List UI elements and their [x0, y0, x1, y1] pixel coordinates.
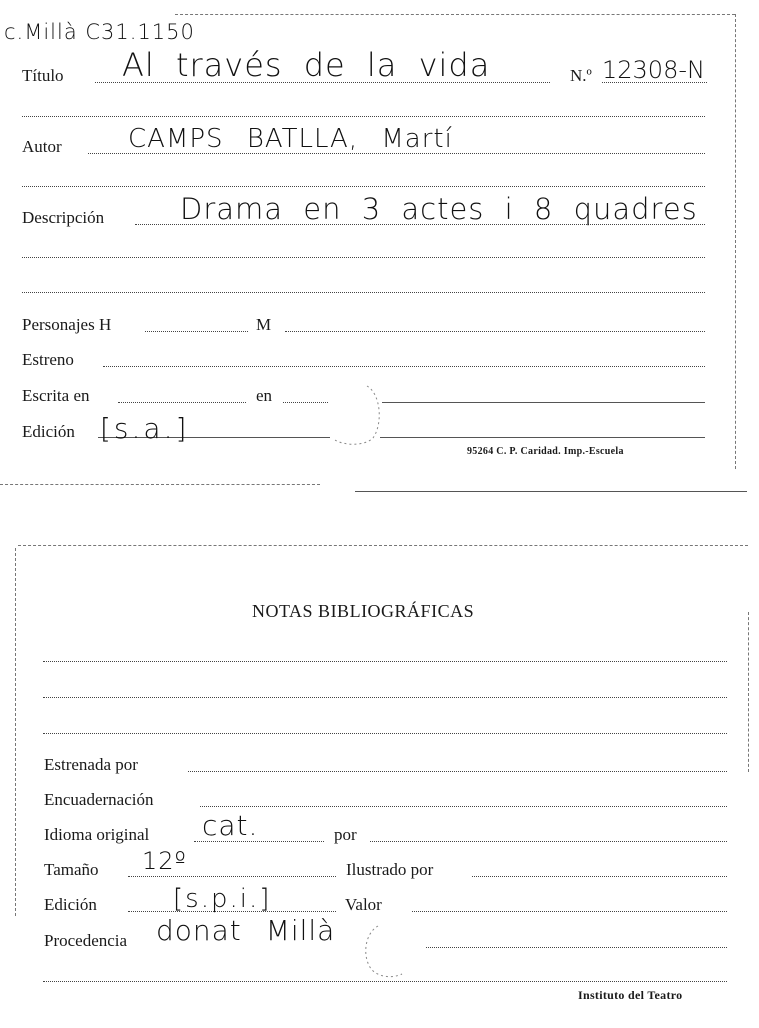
autor-value: CAMPS BATLLA, Martí: [128, 124, 453, 154]
personajes-m-line: [285, 331, 705, 332]
por-label: por: [334, 825, 357, 844]
edicion2-label: Edición: [44, 895, 97, 914]
card-bottom-rule: [355, 491, 747, 492]
personajes-label: Personajes H: [22, 315, 112, 334]
en-line-short: [283, 402, 328, 403]
en-label: en: [256, 386, 273, 405]
encuadernacion-line: [200, 806, 727, 807]
institution-imprint: Instituto del Teatro: [578, 988, 683, 1002]
valor-line: [412, 911, 727, 912]
edicion-value: [s.a.]: [100, 412, 190, 445]
edicion2-value: [s.p.i.]: [173, 884, 272, 914]
notas-line-1: [43, 661, 727, 662]
card2-left-edge: [15, 548, 16, 916]
edicion-line-right: [380, 437, 705, 438]
card-right-edge: [735, 14, 736, 469]
blank-line-2: [22, 186, 705, 187]
idioma-value: cat.: [202, 809, 259, 842]
estreno-label: Estreno: [22, 350, 74, 369]
m-label: M: [256, 315, 272, 334]
notas-line-3: [43, 733, 727, 734]
blank-line-3: [22, 257, 705, 258]
final-line: [43, 981, 727, 982]
procedencia-label: Procedencia: [44, 931, 128, 950]
blank-line-1: [22, 116, 705, 117]
corner-note: c.Millà C31.1150: [4, 20, 195, 44]
notas-line-2: [43, 697, 727, 698]
estrenada-label: Estrenada por: [44, 755, 138, 774]
card-top-edge: [175, 14, 735, 15]
escrita-label: Escrita en: [22, 386, 90, 405]
punch-hole-mark: [325, 380, 385, 450]
edicion-label: Edición: [22, 422, 75, 441]
idioma-label: Idioma original: [44, 825, 150, 844]
notas-heading: NOTAS BIBLIOGRÁFICAS: [252, 601, 475, 621]
ilustrado-label: Ilustrado por: [346, 860, 434, 879]
card2-right-edge: [748, 612, 749, 772]
num-label: N.º: [570, 66, 592, 85]
estrenada-line: [188, 771, 727, 772]
en-line-long: [382, 402, 705, 403]
printer-imprint: 95264 C. P. Caridad. Imp.-Escuela: [467, 446, 624, 457]
por-line: [370, 841, 727, 842]
ilustrado-line: [472, 876, 727, 877]
tamano-line: [128, 876, 336, 877]
card2-top-edge: [18, 545, 748, 546]
card-bottom-edge: [0, 484, 320, 485]
personajes-h-line: [145, 331, 248, 332]
tamano-label: Tamaño: [44, 860, 99, 879]
titulo-value: Al través de la vida: [122, 46, 491, 84]
blank-line-4: [22, 292, 705, 293]
encuadernacion-label: Encuadernación: [44, 790, 154, 809]
punch-hole-mark-2: [358, 920, 408, 980]
num-value: 12308-N: [602, 56, 705, 84]
autor-label: Autor: [22, 137, 62, 156]
procedencia-line: [426, 947, 727, 948]
tamano-value: 12º: [142, 847, 187, 875]
procedencia-value: donat Millà: [156, 914, 336, 947]
valor-label: Valor: [345, 895, 382, 914]
estreno-line: [103, 366, 705, 367]
escrita-line: [118, 402, 246, 403]
descripcion-value: Drama en 3 actes i 8 quadres: [180, 192, 698, 226]
titulo-label: Título: [22, 66, 64, 85]
descripcion-label: Descripción: [22, 208, 105, 227]
